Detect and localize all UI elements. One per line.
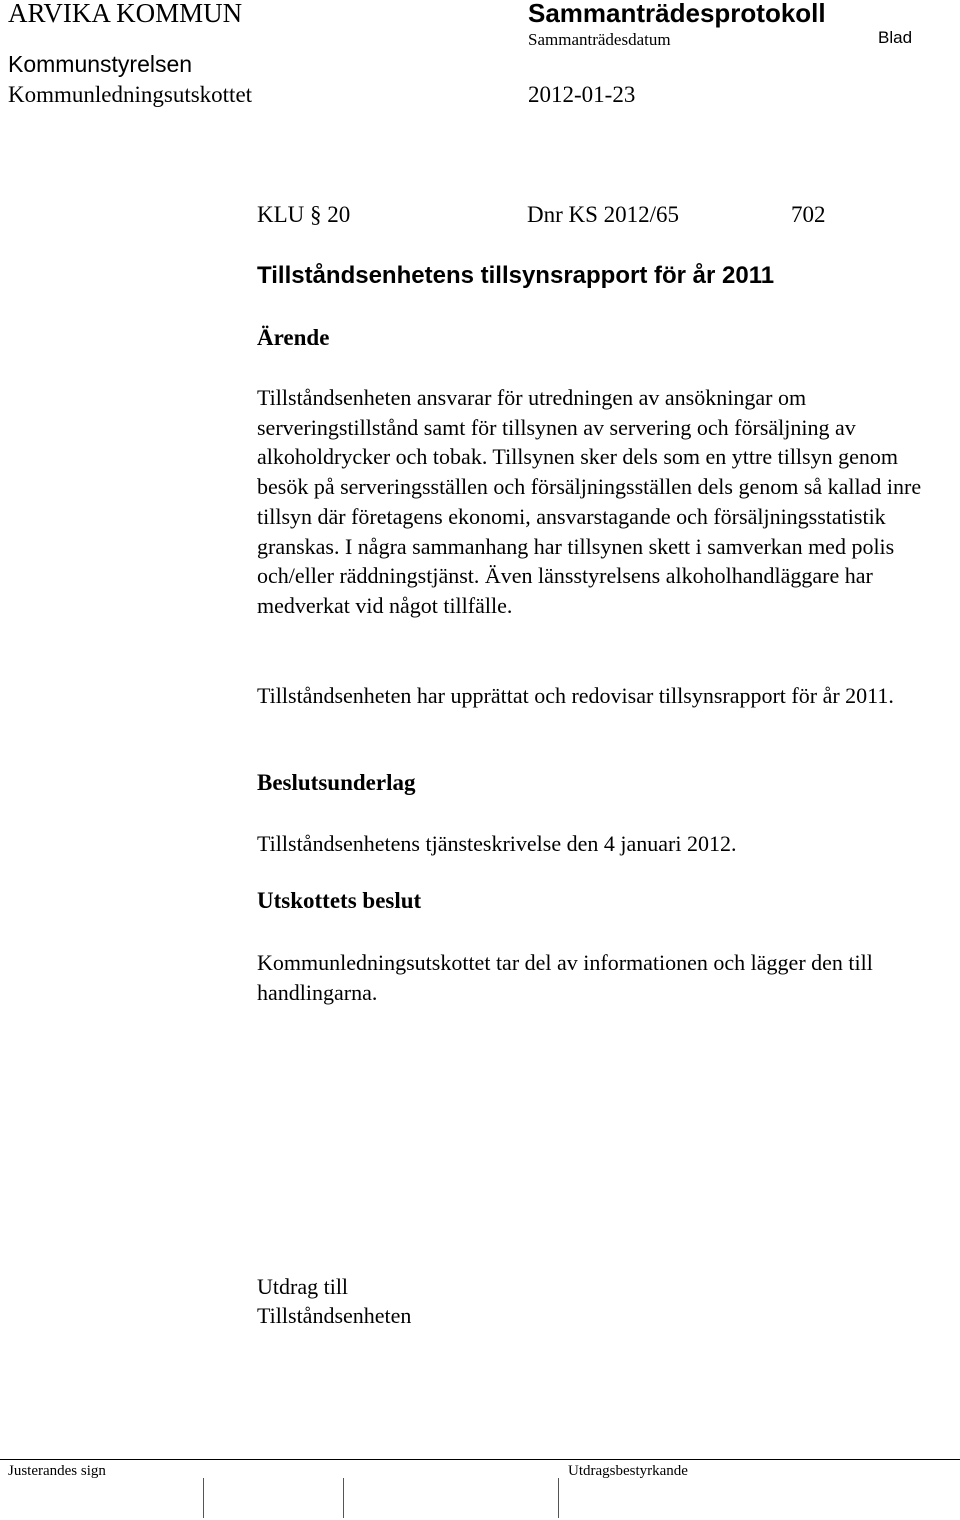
page-title: Tillståndsenhetens tillsynsrapport för år 2011 [257, 262, 775, 289]
case-number: 702 [791, 202, 826, 227]
footer-divider [0, 1459, 960, 1460]
utskottets-beslut-heading: Utskottets beslut [257, 888, 422, 913]
meeting-date-label: Sammanträdesdatum [528, 30, 671, 49]
case-paragraph-ref: KLU § 20 [257, 202, 351, 227]
board-name: Kommunstyrelsen [8, 51, 193, 77]
document-type: Sammanträdesprotokoll [528, 0, 826, 28]
meeting-date: 2012-01-23 [528, 82, 636, 107]
extract-to-label: Utdrag till [257, 1274, 349, 1299]
utskottets-beslut-text: Kommunledningsutskottet tar del av informationen och lägger den till handlingarna. [257, 950, 873, 1005]
signature-box-divider-1 [203, 1478, 204, 1518]
beslutsunderlag-text: Tillståndsenhetens tjänsteskrivelse den 4 januari 2012. [257, 831, 737, 856]
signature-box-divider-2 [343, 1478, 344, 1518]
page-label: Blad [878, 28, 913, 47]
arende-paragraph-2: Tillståndsenheten har upprättat och redovisar tillsynsrapport för år 2011. [257, 683, 894, 708]
case-dnr: Dnr KS 2012/65 [527, 202, 680, 227]
municipality-name: ARVIKA KOMMUN [8, 0, 243, 28]
arende-paragraph-1: Tillståndsenheten ansvarar för utredningen av ansökningar om serveringstillstånd samt för tillsynen av servering och försäljning av alkoholdrycker och tobak. Tillsynen sker dels som en yttre tillsyn genom besök på serveringsställen och försäljningsställen dels genom så kallad inre tillsyn där företagens ekonomi, ansvarstagande och försäljningsstatistik granskas. I några sammanhang har tillsynen skett i samverkan med polis och/eller räddningstjänst. Även länsstyrelsens alkoholhandläggare har medverkat vid något tillfälle. [257, 385, 922, 618]
signature-box-divider-3 [558, 1478, 559, 1518]
certifier-label: Utdragsbestyrkande [568, 1463, 688, 1479]
beslutsunderlag-heading: Beslutsunderlag [257, 770, 416, 795]
signer-label: Justerandes sign [8, 1463, 106, 1479]
extract-recipient: Tillståndsenheten [257, 1303, 412, 1328]
arende-heading: Ärende [257, 325, 330, 350]
committee-name: Kommunledningsutskottet [8, 82, 253, 107]
